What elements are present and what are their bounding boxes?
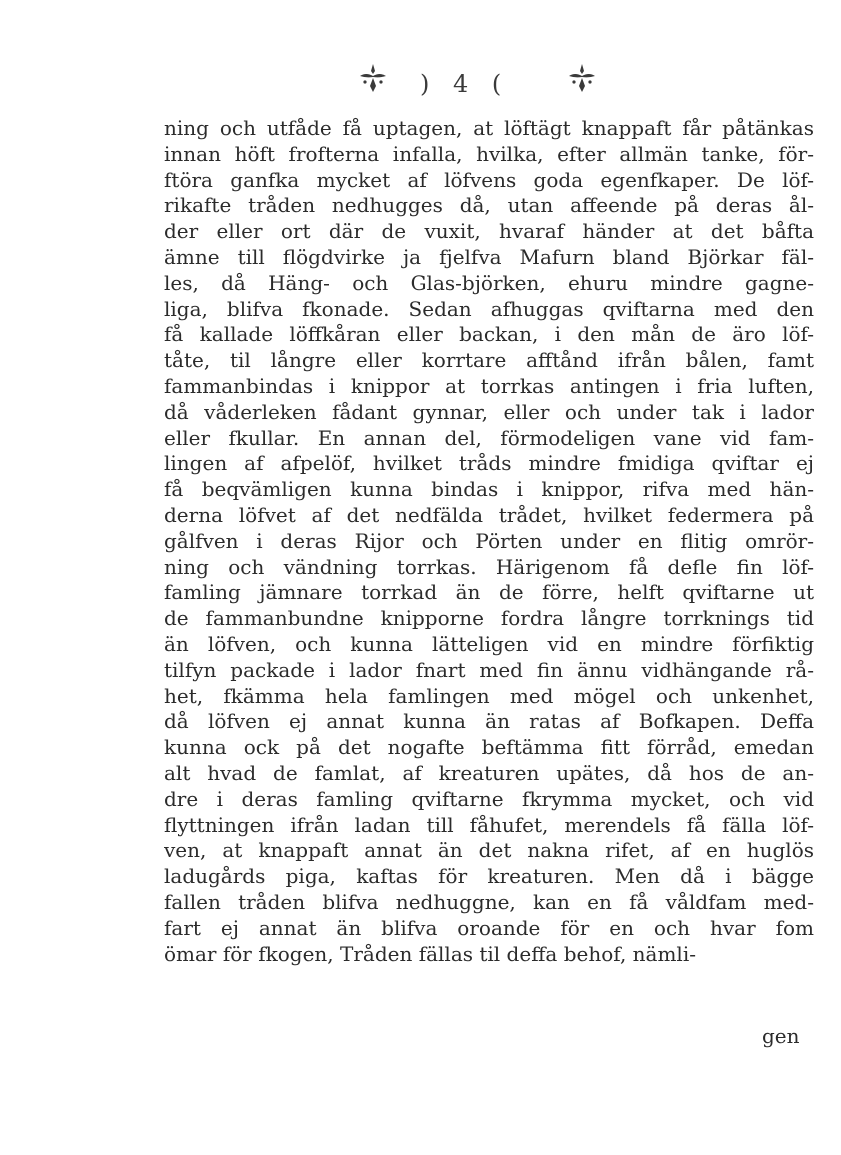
text-line: der eller ort där de vuxit, hvaraf händer at det båfta (164, 219, 814, 244)
text-line: ämne till flögdvirke ja fjelfva Mafurn bland Björkar fäl- (164, 244, 814, 269)
text-line: ven, at knappaft annat än det nakna rifet, af en huglös (164, 838, 814, 863)
text-line: än löfven, och kunna lätteligen vid en mindre förfiktig (164, 631, 814, 656)
page-number: ) 4 ( (420, 70, 510, 98)
text-line: liga, blifva fkonade. Sedan afhuggas qviftarna med den (164, 296, 814, 321)
text-line: rikafte tråden nedhugges då, utan affeende på deras ål- (164, 193, 814, 218)
text-line: lingen af afpelöf, hvilket tråds mindre fmidiga qviftar ej (164, 451, 814, 476)
text-line: het, fkämma hela famlingen med mögel och unkenhet, (164, 683, 814, 708)
text-line: dre i deras famling qviftarne fkrymma mycket, och vid (164, 786, 814, 811)
text-line: gålfven i deras Rijor och Pörten under en flitig omrör- (164, 528, 814, 553)
text-line: ning och utfåde få uptagen, at löftägt knappaft får påtänkas (164, 116, 814, 140)
fleuron-ornament-icon (356, 62, 390, 96)
text-line: famling jämnare torrkad än de förre, helft qviftarne ut (164, 580, 814, 605)
text-line: fart ej annat än blifva oroande för en och hvar fom (164, 915, 814, 940)
body-text (164, 116, 814, 967)
text-line: les, då Häng- och Glas-björken, ehuru mindre gagne- (164, 270, 814, 295)
text-line: kunna ock på det nogafte beftämma fitt förråd, emedan (164, 735, 814, 760)
text-line: ladugårds piga, kaftas för kreaturen. Men då i bägge (164, 864, 814, 889)
catchword: gen (762, 1024, 800, 1048)
text-line: derna löfvet af det nedfälda trådet, hvilket federmera på (164, 502, 814, 527)
text-line: ftöra ganfka mycket af löfvens goda egenfkaper. De löf- (164, 167, 814, 192)
text-line: få beqvämligen kunna bindas i knippor, rifva med hän- (164, 477, 814, 502)
fleuron-ornament-icon (565, 62, 599, 96)
text-line: flyttningen ifrån ladan till fåhufet, merendels få fälla löf- (164, 812, 814, 837)
text-line: tilfyn packade i lador fnart med fin ännu vidhängande rå- (164, 657, 814, 682)
text-line: eller fkullar. En annan del, förmodeligen vane vid fam- (164, 425, 814, 450)
text-line: ömar för fkogen, Tråden fällas til deffa behof, nämli- (164, 941, 696, 966)
text-line: då våderleken fådant gynnar, eller och under tak i lador (164, 399, 814, 424)
text-line: de fammanbundne knipporne fordra långre torrknings tid (164, 606, 814, 631)
text-line: innan höft frofterna infalla, hvilka, efter allmän tanke, för- (164, 141, 814, 166)
text-line: få kallade löffkåran eller backan, i den mån de äro löf- (164, 322, 814, 347)
text-line: alt hvad de famlat, af kreaturen upätes, då hos de an- (164, 760, 814, 785)
text-line: då löfven ej annat kunna än ratas af Bofkapen. Deffa (164, 709, 814, 734)
text-line: fammanbindas i knippor at torrkas antingen i fria luften, (164, 373, 814, 398)
text-line: fallen tråden blifva nedhuggne, kan en få våldfam med- (164, 889, 814, 914)
page-header (0, 62, 841, 102)
text-line: tåte, til långre eller korrtare afftånd ifrån bålen, famt (164, 348, 814, 373)
text-line: ning och vändning torrkas. Härigenom få defle fin löf- (164, 554, 814, 579)
